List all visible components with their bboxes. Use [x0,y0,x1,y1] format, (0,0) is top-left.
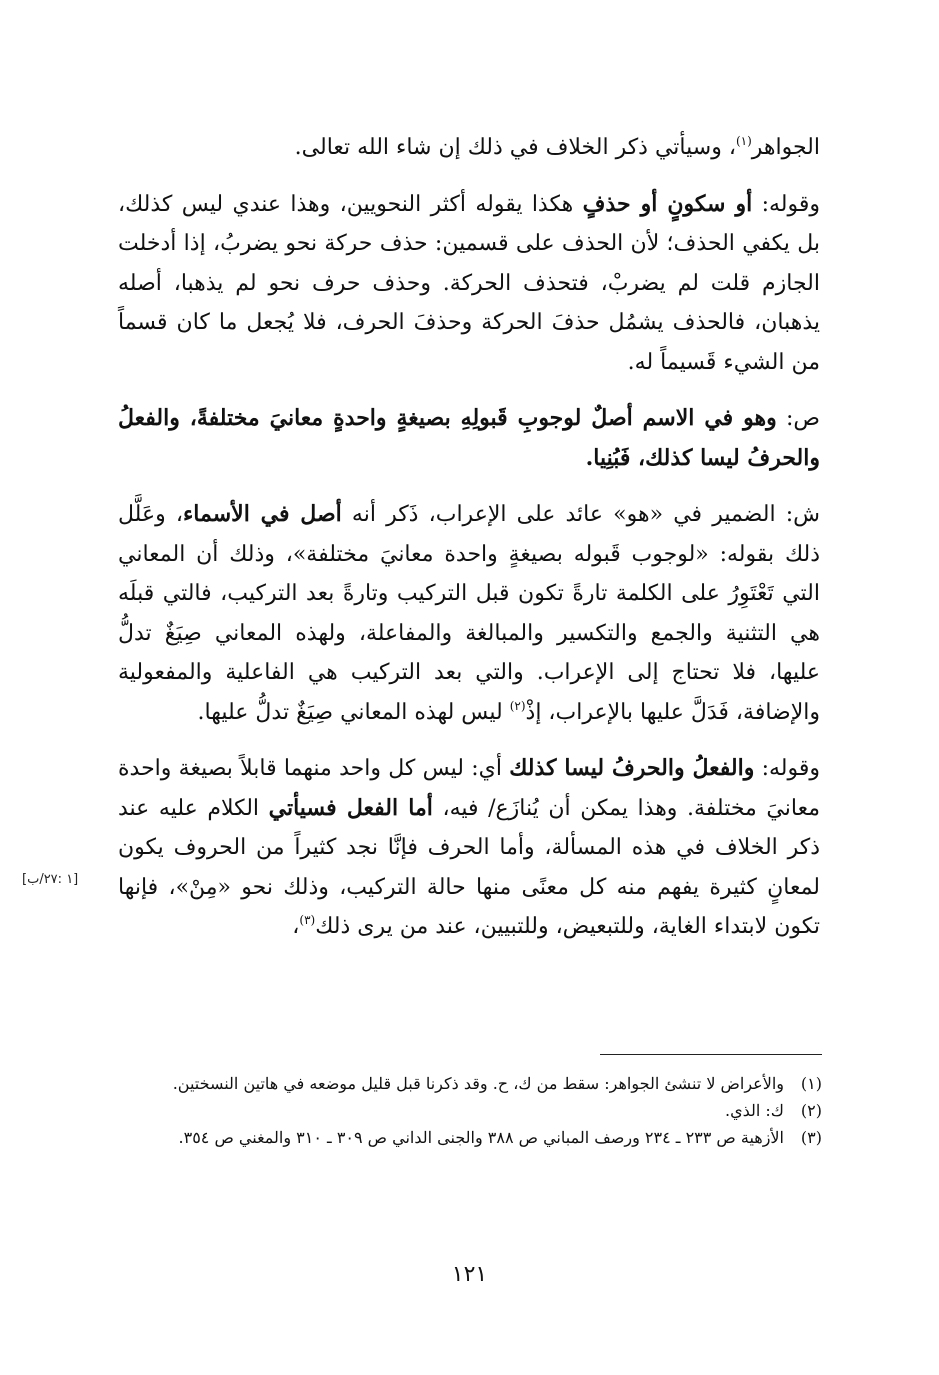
footnote-ref-3: (٣) [299,913,316,927]
footnote-separator [600,1054,822,1055]
paragraph-5 [118,749,820,947]
text-span: . [585,444,594,471]
paragraph-4 [118,495,820,732]
paragraph-1 [118,128,820,168]
text-span: وقوله: [752,191,820,217]
paragraph-2 [118,185,820,383]
footnote-text: الأزهية ص ٢٣٣ ـ ٢٣٤ ورصف المباني ص ٣٨٨ والجنى الداني ص ٣٠٩ ـ ٣١٠ والمغني ص ٣٥٤. [178,1128,784,1147]
text-span: وقوله: [754,756,821,781]
footnotes [122,1070,822,1151]
text-span: ش: الضمير في «هو» عائد على الإعراب، ذَكر أنه [341,502,820,527]
quoted-phrase: أو سكونٍ أو حذفٍ [582,190,753,217]
footnote-ref-1: (١) [735,134,752,148]
footnote-number: (١) [800,1074,822,1093]
quoted-phrase: أما الفعل فسيأتي [268,794,433,821]
footnote-text: ك: الذي. [725,1101,784,1120]
footnote-3 [122,1124,822,1151]
footnote-1 [122,1070,822,1097]
footnote-2 [122,1097,822,1124]
footnote-ref-2: (٢) [509,698,526,713]
footnote-number: (٢) [800,1101,822,1120]
text-span: ص: [776,406,820,431]
manuscript-folio-marker: [١ :٢٧/ب] [22,872,79,887]
page-number: ١٢١ [451,1262,488,1287]
quoted-phrase: أصل في الأسماء [182,501,342,527]
text-span: ليس لهذه المعاني صِيَغٌ تدلُّ عليها. [197,699,510,725]
text-span: ، [292,914,300,939]
footnote-number: (٣) [800,1128,822,1147]
text-span: هكذا يقوله أكثر النحويين، وهذا عندي ليس كذلك، بل يكفي الحذف؛ لأن الحذف على قسمين: حذف حركة نحو يضربُ، إذا أدخلت الجازم قلت لم يضربْ، فتحذف الحركة. وحذف حرف نحو لم يذهبا، أصله يذهبان، فالحذف يشمُل حذفَ الحركة وحذفَ الحرف، فلا يُجعل ما كان قسماً من الشيء قَسيماً له. [118,191,820,375]
quoted-phrase: والفعلُ والحرفُ ليسا كذلك [509,755,755,781]
paragraph-3 [118,399,820,478]
text-span: أي: ليس كل واحد منهما قابلاً بصيغة واحدة معانيَ مختلفة. وهذا يمكن أن يُنازَع/ فيه، [118,756,820,821]
text-span: ، وعَلَّل ذلك بقوله: «لوجوب قَبوله بصيغةٍ واحدة معانيَ مختلفة»، وذلك أن المعاني التي تَعْتَوِرُ على الكلمة تارةً تكون قبل التركيب وتارةً بعد التركيب، فالتي قبلَه هي التثنية والجمع والتكسير والمبالغة والمفاعلة، ولهذه المعاني صِيَغٌ تدلُّ عليها، فلا تحتاج إلى الإعراب. والتي بعد التركيب هي الفاعلية والمفعولية والإضافة، فَدَلَّ عليها بالإعراب، إذْ [118,502,820,725]
text-span: ، وسيأتي ذكر الخلاف في ذلك إن شاء الله تعالى. [294,135,736,160]
text-span: الكلام عليه عند ذكر الخلاف في هذه المسألة، وأما الحرف فإنَّا نجد كثيراً من الحروف يكون لمعانٍ كثيرة يفهم منه كل معنًى منها حالة التركيب، وذلك نحو «مِنْ»، فإنها تكون لابتداء الغاية، وللتبعيض، وللتبيين، عند من يرى ذلك [118,795,820,939]
main-text [118,128,820,947]
matn-text: وهو في الاسم أصلٌ لوجوبِ قَبولِهِ بصيغةٍ واحدةٍ معانيَ مختلفةً، والفعلُ والحرفُ ليسا كذلك، فَبُنِيا [118,405,820,471]
text-span: الجواهر [751,135,820,160]
footnote-text: والأعراض لا تنشئ الجواهر: سقط من ك، ح. وقد ذكرنا قبل قليل موضعه في هاتين النسختين. [172,1074,784,1093]
